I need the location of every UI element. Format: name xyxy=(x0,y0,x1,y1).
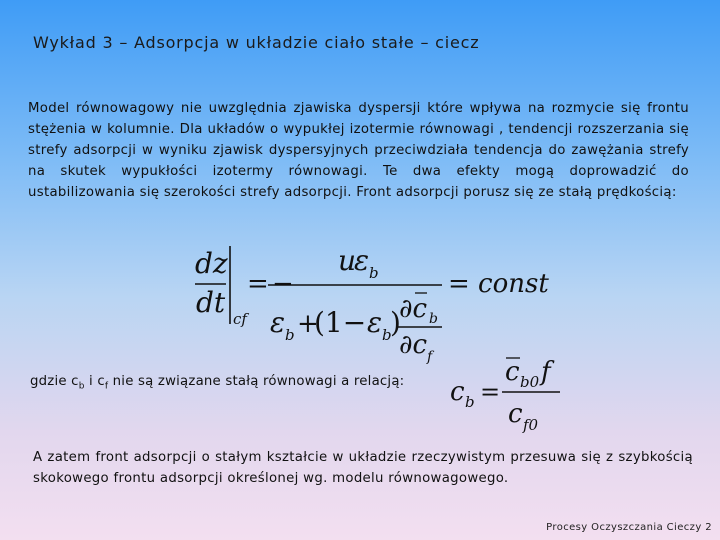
eq2-num-c: c xyxy=(505,357,520,387)
relation-sub-b: b xyxy=(78,381,85,392)
eq1-eps-den-sub: b xyxy=(285,326,295,344)
eq1-close-paren: ) xyxy=(390,306,401,339)
relation-suffix: nie są związane stałą równowagi a relacją: xyxy=(108,374,405,389)
eq2-num-f: f xyxy=(541,357,551,387)
eq1-eps-sub: b xyxy=(369,264,379,282)
relation-middle: i c xyxy=(84,374,105,389)
eq1-minus: − xyxy=(272,269,294,299)
relation-sub-f: f xyxy=(104,381,109,392)
slide-title: Wykład 3 – Adsorpcja w układzie ciało stałe – ciecz xyxy=(33,33,480,52)
eq1-partial-cb: ∂c xyxy=(399,294,428,324)
eq1-partial-cf-sub: f xyxy=(427,349,433,365)
eq1-eps: ε xyxy=(354,244,370,277)
eq2-c: c xyxy=(450,377,465,407)
eq1-eps-den2-sub: b xyxy=(382,326,392,344)
eq1-equals: = xyxy=(247,269,269,299)
eq2-equals: = xyxy=(480,378,501,406)
eq1-plus: + xyxy=(297,309,319,339)
eq1-equals-const: = const xyxy=(448,269,549,299)
eq1-eps-den: ε xyxy=(270,306,286,339)
conclusion-paragraph: A zatem front adsorpcji o stałym kształcie w układzie rzeczywistym przesuwa się z szybkością skokowego frontu adsorpcji określonej wg. modelu równowagowego. xyxy=(33,450,693,486)
eq1-eps-den2: ε xyxy=(367,306,383,339)
velocity-equation xyxy=(190,240,549,365)
footer-caption: Procesy Oczyszczania Cieczy 2 xyxy=(546,522,712,533)
eq1-one-minus: (1− xyxy=(314,306,367,339)
eq1-partial-cf: ∂c xyxy=(399,330,428,360)
intro-paragraph: Model równowagowy nie uwzględnia zjawiska dyspersji które wpływa na rozmycie się frontu stężenia w kolumnie. Dla układów o wypukłej izotermie równowagi , tendencji rozszerzania się strefy adsorpcji w wyniku zjawisk dyspersyjnych przeciwdziała tendencja do zawężania strefy na skutek wypukłości izotermy równowagi. Te dwa efekty mogą doprowadzić do ustabilizowania się szerokości strefy adsorpcji. Front adsorpcji porusz się ze stałą prędkością: xyxy=(28,101,689,200)
eq2-den-c: c xyxy=(508,399,523,429)
concentration-relation-equation xyxy=(440,350,570,438)
eq1-dt: dt xyxy=(196,286,226,319)
eq1-u: u xyxy=(338,244,357,277)
eq2-c-sub: b xyxy=(465,393,475,411)
eq2-num-sub: b0 xyxy=(520,373,540,391)
relation-paragraph xyxy=(30,374,404,392)
eq1-dz: dz xyxy=(195,247,228,280)
eq2-den-sub: f0 xyxy=(523,416,539,434)
eq1-eval-sub: cf xyxy=(233,310,247,328)
relation-prefix: gdzie c xyxy=(30,374,79,389)
eq1-partial-cb-sub: b xyxy=(429,311,438,327)
